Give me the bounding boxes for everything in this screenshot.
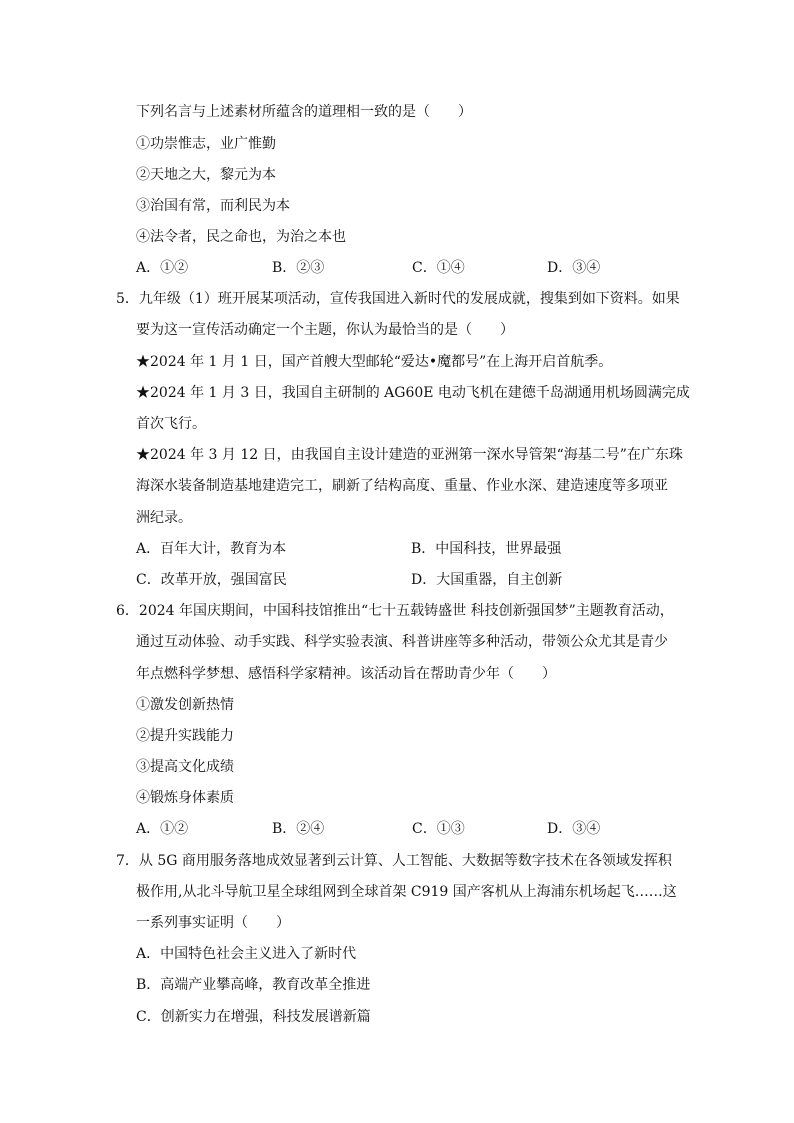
q6-line-1: 6．2024 年国庆期间，中国科技馆推出“七十五载铸盛世 科技创新强国梦”主题教育活动，: [116, 603, 674, 619]
q5-option-c[interactable]: C．改革开放，强国富民: [136, 572, 287, 588]
q6-option-b[interactable]: B．②④: [272, 821, 325, 837]
q7-option-c[interactable]: C．创新实力在增强，科技发展谱新篇: [136, 1009, 371, 1025]
q6-option-c[interactable]: C．①③: [412, 821, 465, 837]
q7-line-3: 一系列事实证明（ ）: [136, 915, 290, 931]
q4-option-d[interactable]: D．③④: [547, 260, 601, 276]
q4-item-1: ①功崇惟志，业广惟勤: [136, 136, 276, 152]
q4-item-2: ②天地之大，黎元为本: [136, 167, 276, 183]
q6-option-d[interactable]: D．③④: [547, 821, 601, 837]
q4-item-3: ③治国有常，而利民为本: [136, 198, 290, 214]
q5-line-7: 海深水装备制造基地建造完工，刷新了结构高度、重量、作业水深、建造速度等多项亚: [136, 478, 668, 494]
q6-line-2: 通过互动体验、动手实践、科学实验表演、科普讲座等多种活动，带领公众尤其是青少: [136, 634, 668, 650]
q4-option-c[interactable]: C．①④: [412, 260, 465, 276]
q6-item-1: ①激发创新热情: [136, 697, 234, 713]
q5-line-8: 洲纪录。: [136, 510, 192, 526]
q4-item-4: ④法令者，民之命也，为治之本也: [136, 229, 346, 245]
q7-line-2: 极作用,从北斗导航卫星全球组网到全球首架 C919 国产客机从上海浦东机场起飞……这: [136, 884, 677, 900]
q5-line-1: 5．九年级（1）班开展某项活动，宣传我国进入新时代的发展成就，搜集到如下资料。如果: [116, 291, 680, 307]
q5-option-b[interactable]: B．中国科技，世界最强: [411, 541, 562, 557]
q6-item-2: ②提升实践能力: [136, 728, 234, 744]
q7-option-a[interactable]: A．中国特色社会主义进入了新时代: [136, 946, 357, 962]
q6-option-a[interactable]: A．①②: [136, 821, 189, 837]
q4-option-b[interactable]: B．②③: [272, 260, 325, 276]
q5-line-3: ★2024 年 1 月 1 日，国产首艘大型邮轮“爱达•魔都号”在上海开启首航季。: [136, 354, 613, 370]
q5-line-6: ★2024 年 3 月 12 日，由我国自主设计建造的亚洲第一深水导管架“海基二号”在广东珠: [136, 447, 683, 463]
q4-stem: 下列名言与上述素材所蕴含的道理相一致的是（ ）: [136, 104, 472, 120]
q5-option-a[interactable]: A．百年大计，教育为本: [136, 541, 287, 557]
q7-option-b[interactable]: B．高端产业攀高峰，教育改革全推进: [136, 977, 371, 993]
q4-options: [136, 258, 696, 278]
q5-option-d[interactable]: D．大国重器，自主创新: [411, 572, 563, 588]
q5-options-row-1: [136, 539, 696, 559]
q6-options: [136, 819, 696, 839]
q5-line-4: ★2024 年 1 月 3 日，我国自主研制的 AG60E 电动飞机在建德千岛湖通用机场圆满完成: [136, 385, 690, 401]
q5-line-2: 要为这一宣传活动确定一个主题，你认为最恰当的是（ ）: [136, 322, 514, 338]
q5-options-row-2: [136, 570, 696, 590]
q6-item-3: ③提高文化成绩: [136, 759, 234, 775]
q6-line-3: 年点燃科学梦想、感悟科学家精神。该活动旨在帮助青少年（ ）: [136, 666, 556, 682]
q5-line-5: 首次飞行。: [136, 416, 206, 432]
q6-item-4: ④锻炼身体素质: [136, 790, 234, 806]
q4-option-a[interactable]: A．①②: [136, 260, 189, 276]
q7-line-1: 7．从 5G 商用服务落地成效显著到云计算、人工智能、大数据等数字技术在各领域发挥积: [116, 853, 672, 869]
